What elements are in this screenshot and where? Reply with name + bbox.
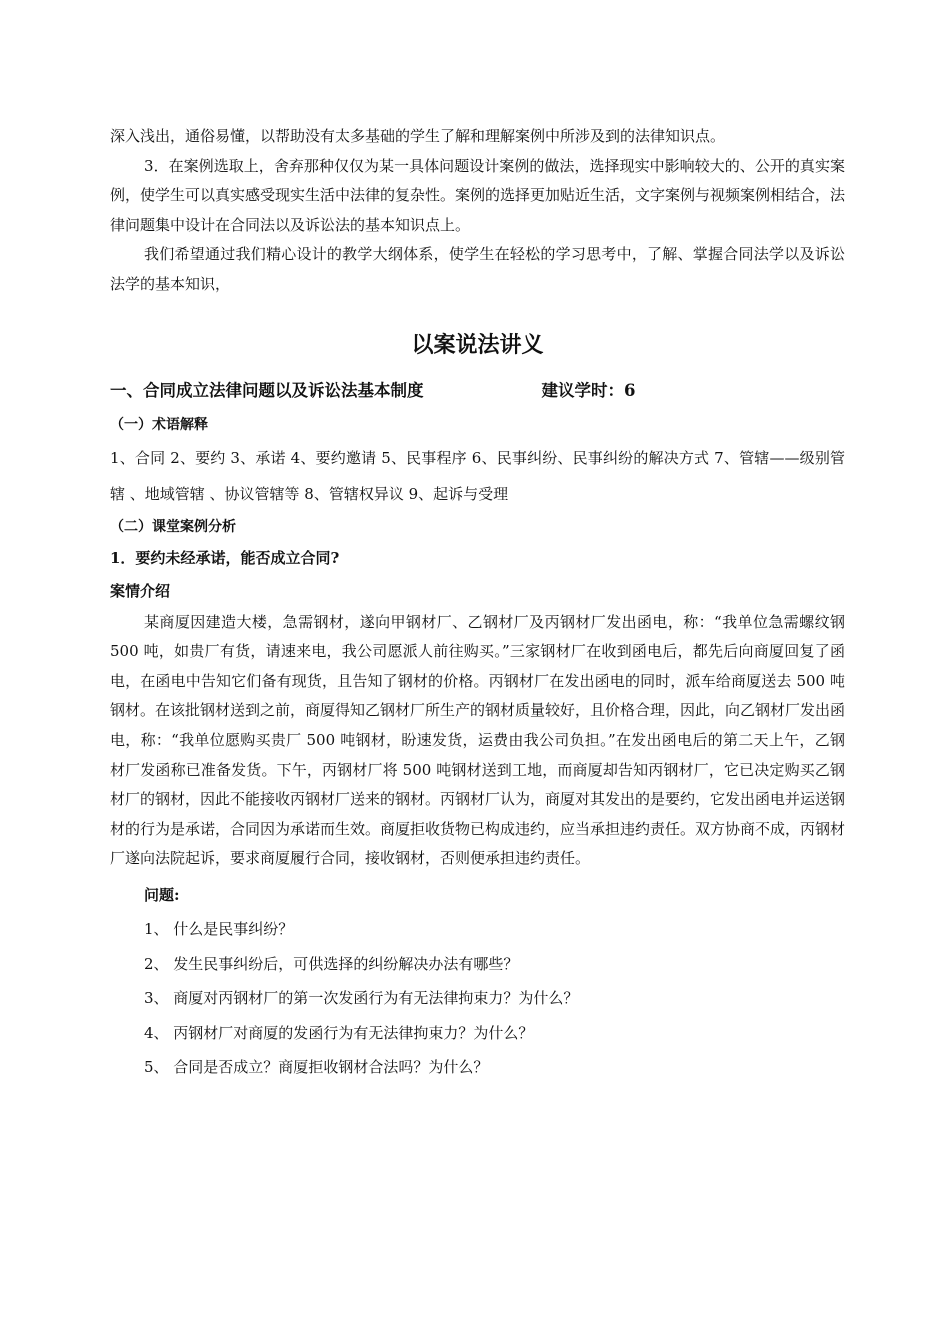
cases-heading: （二）课堂案例分析 — [110, 518, 236, 535]
case-1-title: 1．要约未经承诺，能否成立合同? — [110, 548, 340, 567]
question-item: 2、 发生民事纠纷后，可供选择的纠纷解决办法有哪些？ — [144, 954, 519, 973]
question-item: 3、 商厦对丙钢材厂的第一次发函行为有无法律拘束力？为什么？ — [144, 989, 579, 1008]
terms-list: 1、合同 2、要约 3、承诺 4、要约邀请 5、民事程序 6、民事纠纷、民事纠纷的解决方式 7、管辖——级别管辖 、地域管辖 、协议管辖等 8、管辖权异议 9、起诉与受理 — [110, 448, 845, 503]
question-item: 1、 什么是民事纠纷？ — [144, 920, 294, 939]
questions-label: 问题: — [144, 885, 180, 904]
intro-paragraph-2: 3．在案例选取上，舍弃那种仅仅为某一具体问题设计案例的做法，选择现实中影响较大的、公开的真实案例，使学生可以真实感受现实生活中法律的复杂性。案例的选择更加贴近生活，文字案例与视频案例相结合，法律问题集中设计在合同法以及诉讼法的基本知识点上。 — [110, 156, 846, 234]
terms-heading: （一）术语解释 — [110, 416, 208, 433]
question-item: 4、 丙钢材厂对商厦的发函行为有无法律拘束力？为什么？ — [144, 1023, 534, 1042]
document-body — [110, 122, 845, 1085]
case-body: 某商厦因建造大楼，急需钢材，遂向甲钢材厂、乙钢材厂及丙钢材厂发出函电，称：“我单位急需螺纹钢 500 吨，如贵厂有货，请速来电，我公司愿派人前往购买。”三家钢材厂在收到函电后，都先后向商厦回复了函电，在函电中告知它们备有现货，且告知了钢材的价格。丙钢材厂在发出函电的同时，派车给商厦送去 500 吨钢材。在该批钢材送到之前，商厦得知乙钢材厂所生产的钢材质量较好，且价格合理，因此，向乙钢材厂发出函电，称：“我单位愿购买贵厂 500 吨钢材，盼速发货，运费由我公司负担。”在发出函电后的第二天上午，乙钢材厂发函称已准备发货。下午，丙钢材厂将 500 吨钢材送到工地，而商厦却告知丙钢材厂，它已决定购买乙钢材厂的钢材，因此不能接收丙钢材厂送来的钢材。丙钢材厂认为，商厦对其发出的是要约，它发出函电并运送钢材的行为是承诺，合同因为承诺而生效。商厦拒收货物已构成违约，应当承担违约责任。双方协商不成，丙钢材厂遂向法院起诉，要求商厦履行合同，接收钢材，否则便承担违约责任。 — [110, 612, 846, 868]
intro-paragraph-3: 我们希望通过我们精心设计的教学大纲体系，使学生在轻松的学习思考中，了解、掌握合同法学以及诉讼法学的基本知识， — [110, 245, 845, 293]
section-heading-text: 一、合同成立法律问题以及诉讼法基本制度 — [110, 380, 424, 400]
question-item: 5、 合同是否成立？商厦拒收钢材合法吗？为什么？ — [144, 1058, 489, 1077]
intro-paragraph-1: 深入浅出，通俗易懂，以帮助没有太多基础的学生了解和理解案例中所涉及到的法律知识点。 — [110, 127, 726, 145]
section-heading — [110, 376, 845, 406]
suggested-hours: 建议学时：6 — [541, 380, 636, 400]
case-intro-label: 案情介绍 — [110, 581, 171, 600]
document-title: 以案说法讲义 — [411, 331, 544, 358]
